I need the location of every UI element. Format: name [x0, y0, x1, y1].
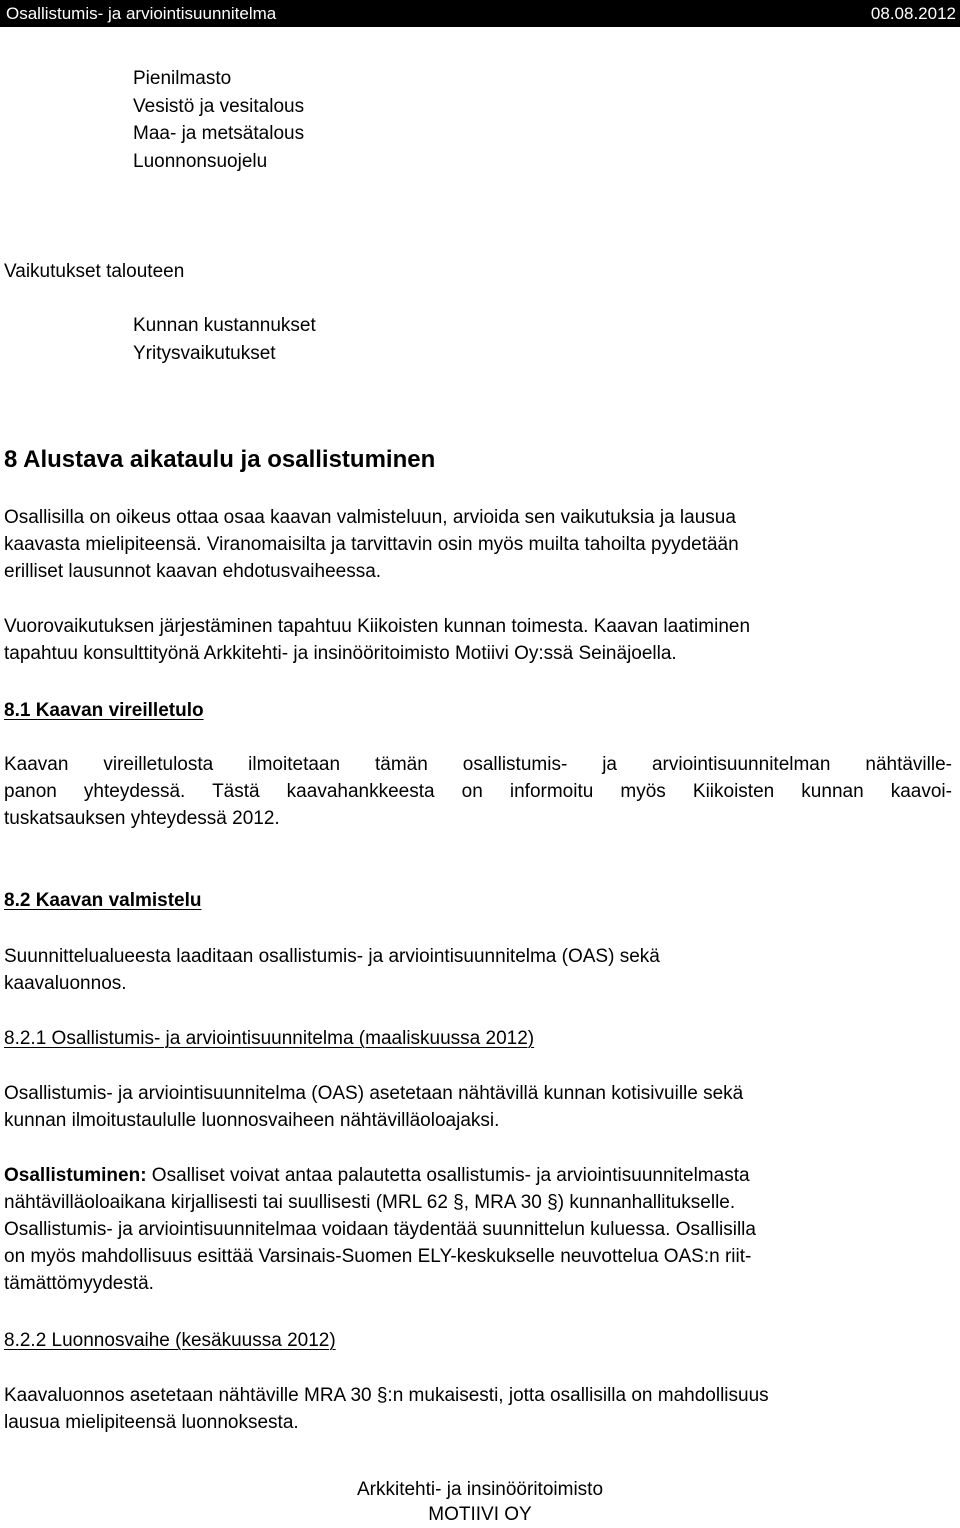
paragraph-line: Vuorovaikutuksen järjestäminen tapahtuu Kiikoisten kunnan toimesta. Kaavan laatiminen: [4, 616, 751, 637]
paragraph-line: kaavaluonnos.: [4, 973, 127, 994]
paragraph-line: lausua mielipiteensä luonnoksesta.: [4, 1412, 299, 1433]
list-item: Kunnan kustannukset: [133, 315, 316, 336]
paragraph-line: Osallistumis- ja arviointisuunnitelma (OAS) asetetaan nähtävillä kunnan kotisivuille sekä: [4, 1083, 744, 1104]
paragraph-line: panon yhteydessä. Tästä kaavahankkeesta on informoitu myös Kiikoisten kunnan kaavoi-: [4, 781, 952, 802]
paragraph-line: Kaavan vireilletulosta ilmoitetaan tämän osallistumis- ja arviointisuunnitelman nähtäville-: [4, 754, 952, 775]
page-header: [0, 0, 960, 27]
section-8-2-2-heading: 8.2.2 Luonnosvaihe (kesäkuussa 2012): [4, 1330, 336, 1351]
paragraph-line: tämättömyydestä.: [4, 1273, 154, 1294]
paragraph-line: Suunnittelualueesta laaditaan osallistumis- ja arviointisuunnitelma (OAS) sekä: [4, 946, 660, 967]
section-8-1-heading: 8.1 Kaavan vireilletulo: [4, 700, 204, 721]
footer-company: Arkkitehti- ja insinööritoimisto: [356, 1479, 604, 1500]
paragraph-line: Osallisilla on oikeus ottaa osaa kaavan valmisteluun, arvioida sen vaikutuksia ja lausua: [4, 507, 736, 528]
paragraph-line: on myös mahdollisuus esittää Varsinais-Suomen ELY-keskukselle neuvottelua OAS:n riit-: [4, 1246, 752, 1267]
paragraph-line: nähtävilläoloaikana kirjallisesti tai suullisesti (MRL 62 §, MRA 30 §) kunnanhallitukselle.: [4, 1192, 736, 1213]
economy-heading: Vaikutukset talouteen: [4, 261, 185, 282]
list-item: Luonnonsuojelu: [133, 151, 268, 172]
header-date: 08.08.2012: [870, 4, 956, 23]
header-title: Osallistumis- ja arviointisuunnitelma: [6, 4, 277, 23]
list-item: Pienilmasto: [133, 68, 232, 89]
paragraph-line: kunnan ilmoitustaululle luonnosvaiheen nähtävilläoloajaksi.: [4, 1110, 500, 1131]
section-8-2-heading: 8.2 Kaavan valmistelu: [4, 890, 202, 911]
section-8-2-1-heading: 8.2.1 Osallistumis- ja arviointisuunnitelma (maaliskuussa 2012): [4, 1028, 535, 1049]
list-item: Yritysvaikutukset: [133, 343, 276, 364]
footer-company-name: MOTIIVI OY: [428, 1504, 532, 1525]
paragraph-line: Kaavaluonnos asetetaan nähtäville MRA 30 §:n mukaisesti, jotta osallisilla on mahdollisuus: [4, 1385, 769, 1406]
list-item: Maa- ja metsätalous: [133, 123, 305, 144]
participation-label: Osallistuminen:: [4, 1165, 147, 1186]
section-8-heading: 8 Alustava aikataulu ja osallistuminen: [4, 446, 436, 473]
paragraph-line: tapahtuu konsulttityönä Arkkitehti- ja insinööritoimisto Motiivi Oy:ssä Seinäjoella.: [4, 643, 677, 664]
list-item: Vesistö ja vesitalous: [133, 96, 305, 117]
paragraph-line: Osallistumis- ja arviointisuunnitelmaa voidaan täydentää suunnittelun kuluessa. Osallisilla: [4, 1219, 756, 1240]
paragraph-line: tuskatsauksen yhteydessä 2012.: [4, 808, 280, 829]
paragraph-line: [4, 1163, 750, 1189]
participation-text: Osalliset voivat antaa palautetta osallistumis- ja arviointisuunnitelmasta: [146, 1165, 750, 1186]
paragraph-line: erilliset lausunnot kaavan ehdotusvaiheessa.: [4, 561, 382, 582]
paragraph-line: kaavasta mielipiteensä. Viranomaisilta ja tarvittavin osin myös muilta tahoilta pyydetään: [4, 534, 739, 555]
